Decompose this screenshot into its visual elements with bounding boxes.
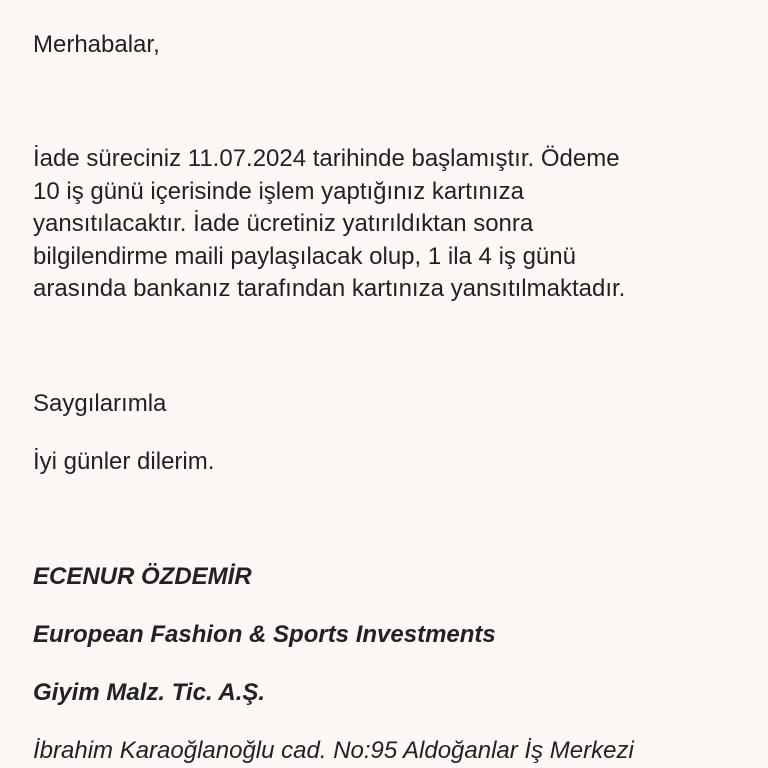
email-paragraph-line: İade süreciniz 11.07.2024 tarihinde başlamıştır. Ödeme — [33, 145, 620, 172]
email-wishes: İyi günler dilerim. — [33, 448, 215, 475]
email-paragraph — [33, 143, 733, 306]
email-paragraph-line: arasında bankanız tarafından kartınıza yansıtılmaktadır. — [33, 275, 626, 302]
signature-name: ECENUR ÖZDEMİR — [33, 563, 252, 590]
email-paragraph-line: yansıtılacaktır. İade ücretiniz yatırıldıktan sonra — [33, 210, 534, 237]
email-paragraph-line: 10 iş günü içerisinde işlem yaptığınız kartınıza — [33, 177, 524, 205]
email-closing: Saygılarımla — [33, 390, 167, 417]
signature-address: İbrahim Karaoğlanoğlu cad. No:95 Aldoğanlar İş Merkezi — [33, 737, 634, 764]
email-greeting: Merhabalar, — [33, 31, 160, 58]
signature-company-type: Giyim Malz. Tic. A.Ş. — [33, 679, 266, 706]
email-paragraph-line: bilgilendirme maili paylaşılacak olup, 1 ila 4 iş günü — [33, 242, 576, 270]
signature-company: European Fashion & Sports Investments — [33, 621, 496, 648]
